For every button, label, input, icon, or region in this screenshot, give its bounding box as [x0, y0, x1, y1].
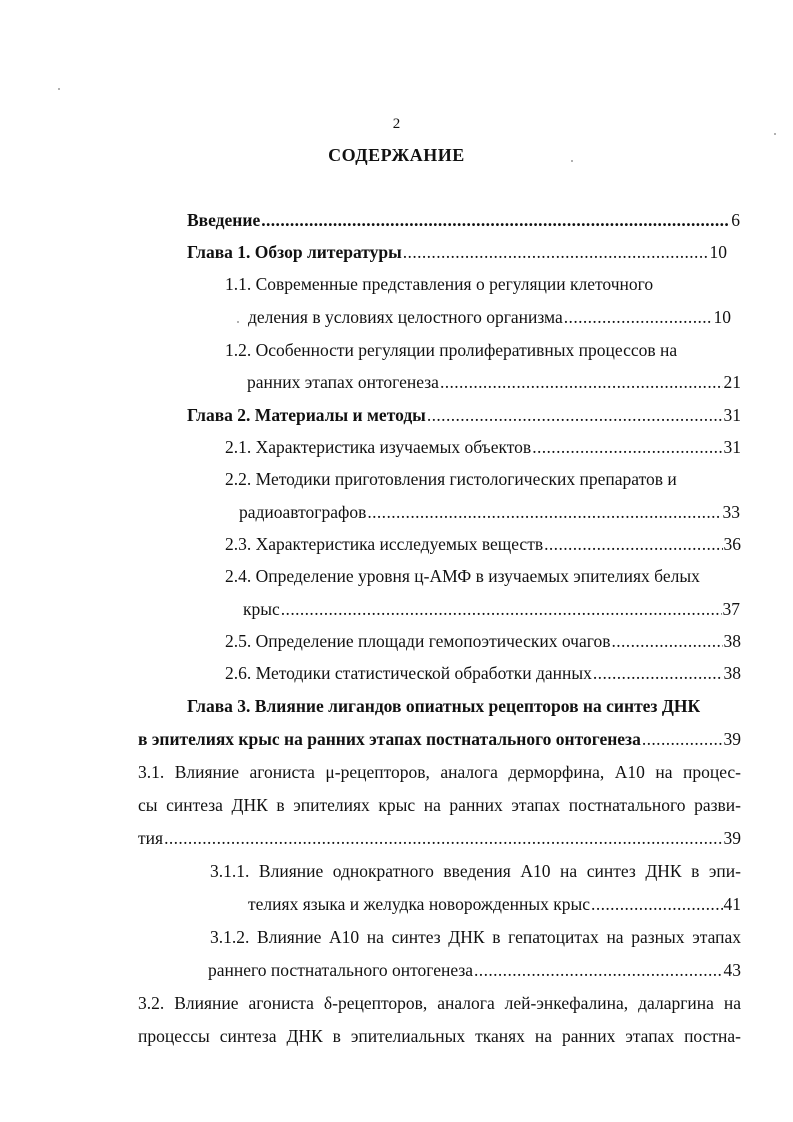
toc-leader	[591, 892, 722, 916]
toc-page: 31	[723, 405, 741, 425]
toc-label: Глава 1. Обзор литературы	[187, 242, 402, 262]
toc-leader	[440, 370, 723, 394]
toc-entry-2-4-line2[interactable]	[243, 597, 740, 621]
toc-label: в эпителиях крыс на ранних этапах постнатального онтогенеза	[138, 729, 641, 749]
toc-page: 39	[723, 828, 741, 848]
toc-entry-3-2-line1[interactable]: 3.2. Влияние агониста δ-рецепторов, аналога лей-энкефалина, даларгина на	[138, 993, 741, 1013]
toc-page: 31	[723, 437, 741, 457]
toc-entry-chapter-3-line1[interactable]: Глава 3. Влияние лигандов опиатных рецепторов на синтез ДНК	[187, 696, 701, 716]
toc-label: 2.6. Методики статистической обработки данных	[225, 663, 592, 683]
toc-label: ранних этапах онтогенеза	[247, 372, 439, 392]
toc-leader	[261, 208, 730, 232]
toc-entry-chapter-3-line2[interactable]	[138, 727, 741, 751]
toc-entry-2-4-line1[interactable]: 2.4. Определение уровня ц-АМФ в изучаемых эпителиях белых	[225, 566, 700, 586]
toc-label: деления в условиях целостного организма	[248, 307, 563, 327]
toc-label: 2.3. Характеристика исследуемых веществ	[225, 534, 544, 554]
toc-leader	[367, 500, 721, 524]
toc-page: 10	[709, 242, 727, 262]
toc-entry-1-1-line1[interactable]: 1.1. Современные представления о регуляции клеточного	[225, 274, 654, 294]
toc-entry-3-2-line2[interactable]: процессы синтеза ДНК в эпителиальных тканях на ранних этапах постна-	[138, 1026, 741, 1046]
toc-entry-3-1-1-line1[interactable]: 3.1.1. Влияние однократного введения А10 на синтез ДНК в эпи-	[210, 861, 741, 881]
toc-leader	[164, 826, 722, 850]
toc-page: 39	[723, 729, 741, 749]
toc-label: 2.1. Характеристика изучаемых объектов	[225, 437, 532, 457]
toc-entry-3-1-line1[interactable]: 3.1. Влияние агониста μ-рецепторов, аналога дерморфина, А10 на процес-	[138, 762, 741, 782]
toc-leader	[532, 435, 722, 459]
toc-entry-2-2-line1[interactable]: 2.2. Методики приготовления гистологических препаратов и	[225, 469, 677, 489]
toc-leader	[427, 403, 723, 427]
toc-leader	[611, 629, 722, 653]
toc-entry-3-1-1-line2[interactable]	[248, 892, 741, 916]
toc-page: 10	[713, 307, 731, 327]
toc-entry-2-2-line2[interactable]	[239, 500, 740, 524]
toc-label: Введение	[187, 210, 261, 230]
toc-page: 41	[723, 894, 741, 914]
toc-page: 37	[722, 599, 740, 619]
toc-leader	[281, 597, 722, 621]
page-number: 2	[392, 116, 401, 132]
toc-entry-chapter-2[interactable]	[187, 403, 741, 427]
toc-leader	[593, 661, 723, 685]
toc-entry-3-1-line2[interactable]: сы синтеза ДНК в эпителиях крыс на ранних этапах постнатального разви-	[138, 795, 741, 815]
toc-page: 38	[723, 663, 741, 683]
toc-page: 43	[723, 960, 741, 980]
toc-label: крыс	[243, 599, 280, 619]
toc-entry-intro[interactable]	[187, 208, 740, 232]
toc-page: 33	[722, 502, 740, 522]
page-title: СОДЕРЖАНИЕ	[328, 145, 465, 165]
toc-entry-1-2-line1[interactable]: 1.2. Особенности регуляции пролиферативных процессов на	[225, 340, 678, 360]
toc-label: раннего постнатального онтогенеза	[208, 960, 474, 980]
toc-page: 6	[731, 210, 740, 230]
scan-speck	[774, 133, 776, 135]
toc-leader	[474, 958, 722, 982]
toc-label: телиях языка и желудка новорожденных крыс	[248, 894, 591, 914]
toc-leader	[544, 532, 722, 556]
toc-label: Глава 2. Материалы и методы	[187, 405, 426, 425]
toc-page: 21	[723, 372, 741, 392]
toc-entry-3-1-line3[interactable]	[138, 826, 741, 850]
toc-page: 38	[723, 631, 741, 651]
scan-speck	[58, 88, 60, 90]
toc-entry-2-5[interactable]	[225, 629, 741, 653]
scan-speck	[237, 321, 239, 323]
toc-entry-chapter-1[interactable]	[187, 240, 727, 264]
toc-label: радиоавтографов	[239, 502, 367, 522]
toc-entry-1-2-line2[interactable]	[247, 370, 741, 394]
toc-entry-2-6[interactable]	[225, 661, 741, 685]
toc-entry-3-1-2-line1[interactable]: 3.1.2. Влияние А10 на синтез ДНК в гепатоцитах на разных этапах	[210, 927, 741, 947]
toc-entry-2-1[interactable]	[225, 435, 741, 459]
toc-page: 36	[723, 534, 741, 554]
toc-leader	[642, 727, 723, 751]
scan-speck	[571, 160, 573, 162]
toc-entry-1-1-line2[interactable]	[248, 305, 731, 329]
toc-entry-3-1-2-line2[interactable]	[208, 958, 741, 982]
toc-leader	[403, 240, 709, 264]
toc-label: 2.5. Определение площади гемопоэтических очагов	[225, 631, 611, 651]
toc-leader	[564, 305, 713, 329]
toc-entry-2-3[interactable]	[225, 532, 741, 556]
toc-label: тия	[138, 828, 164, 848]
